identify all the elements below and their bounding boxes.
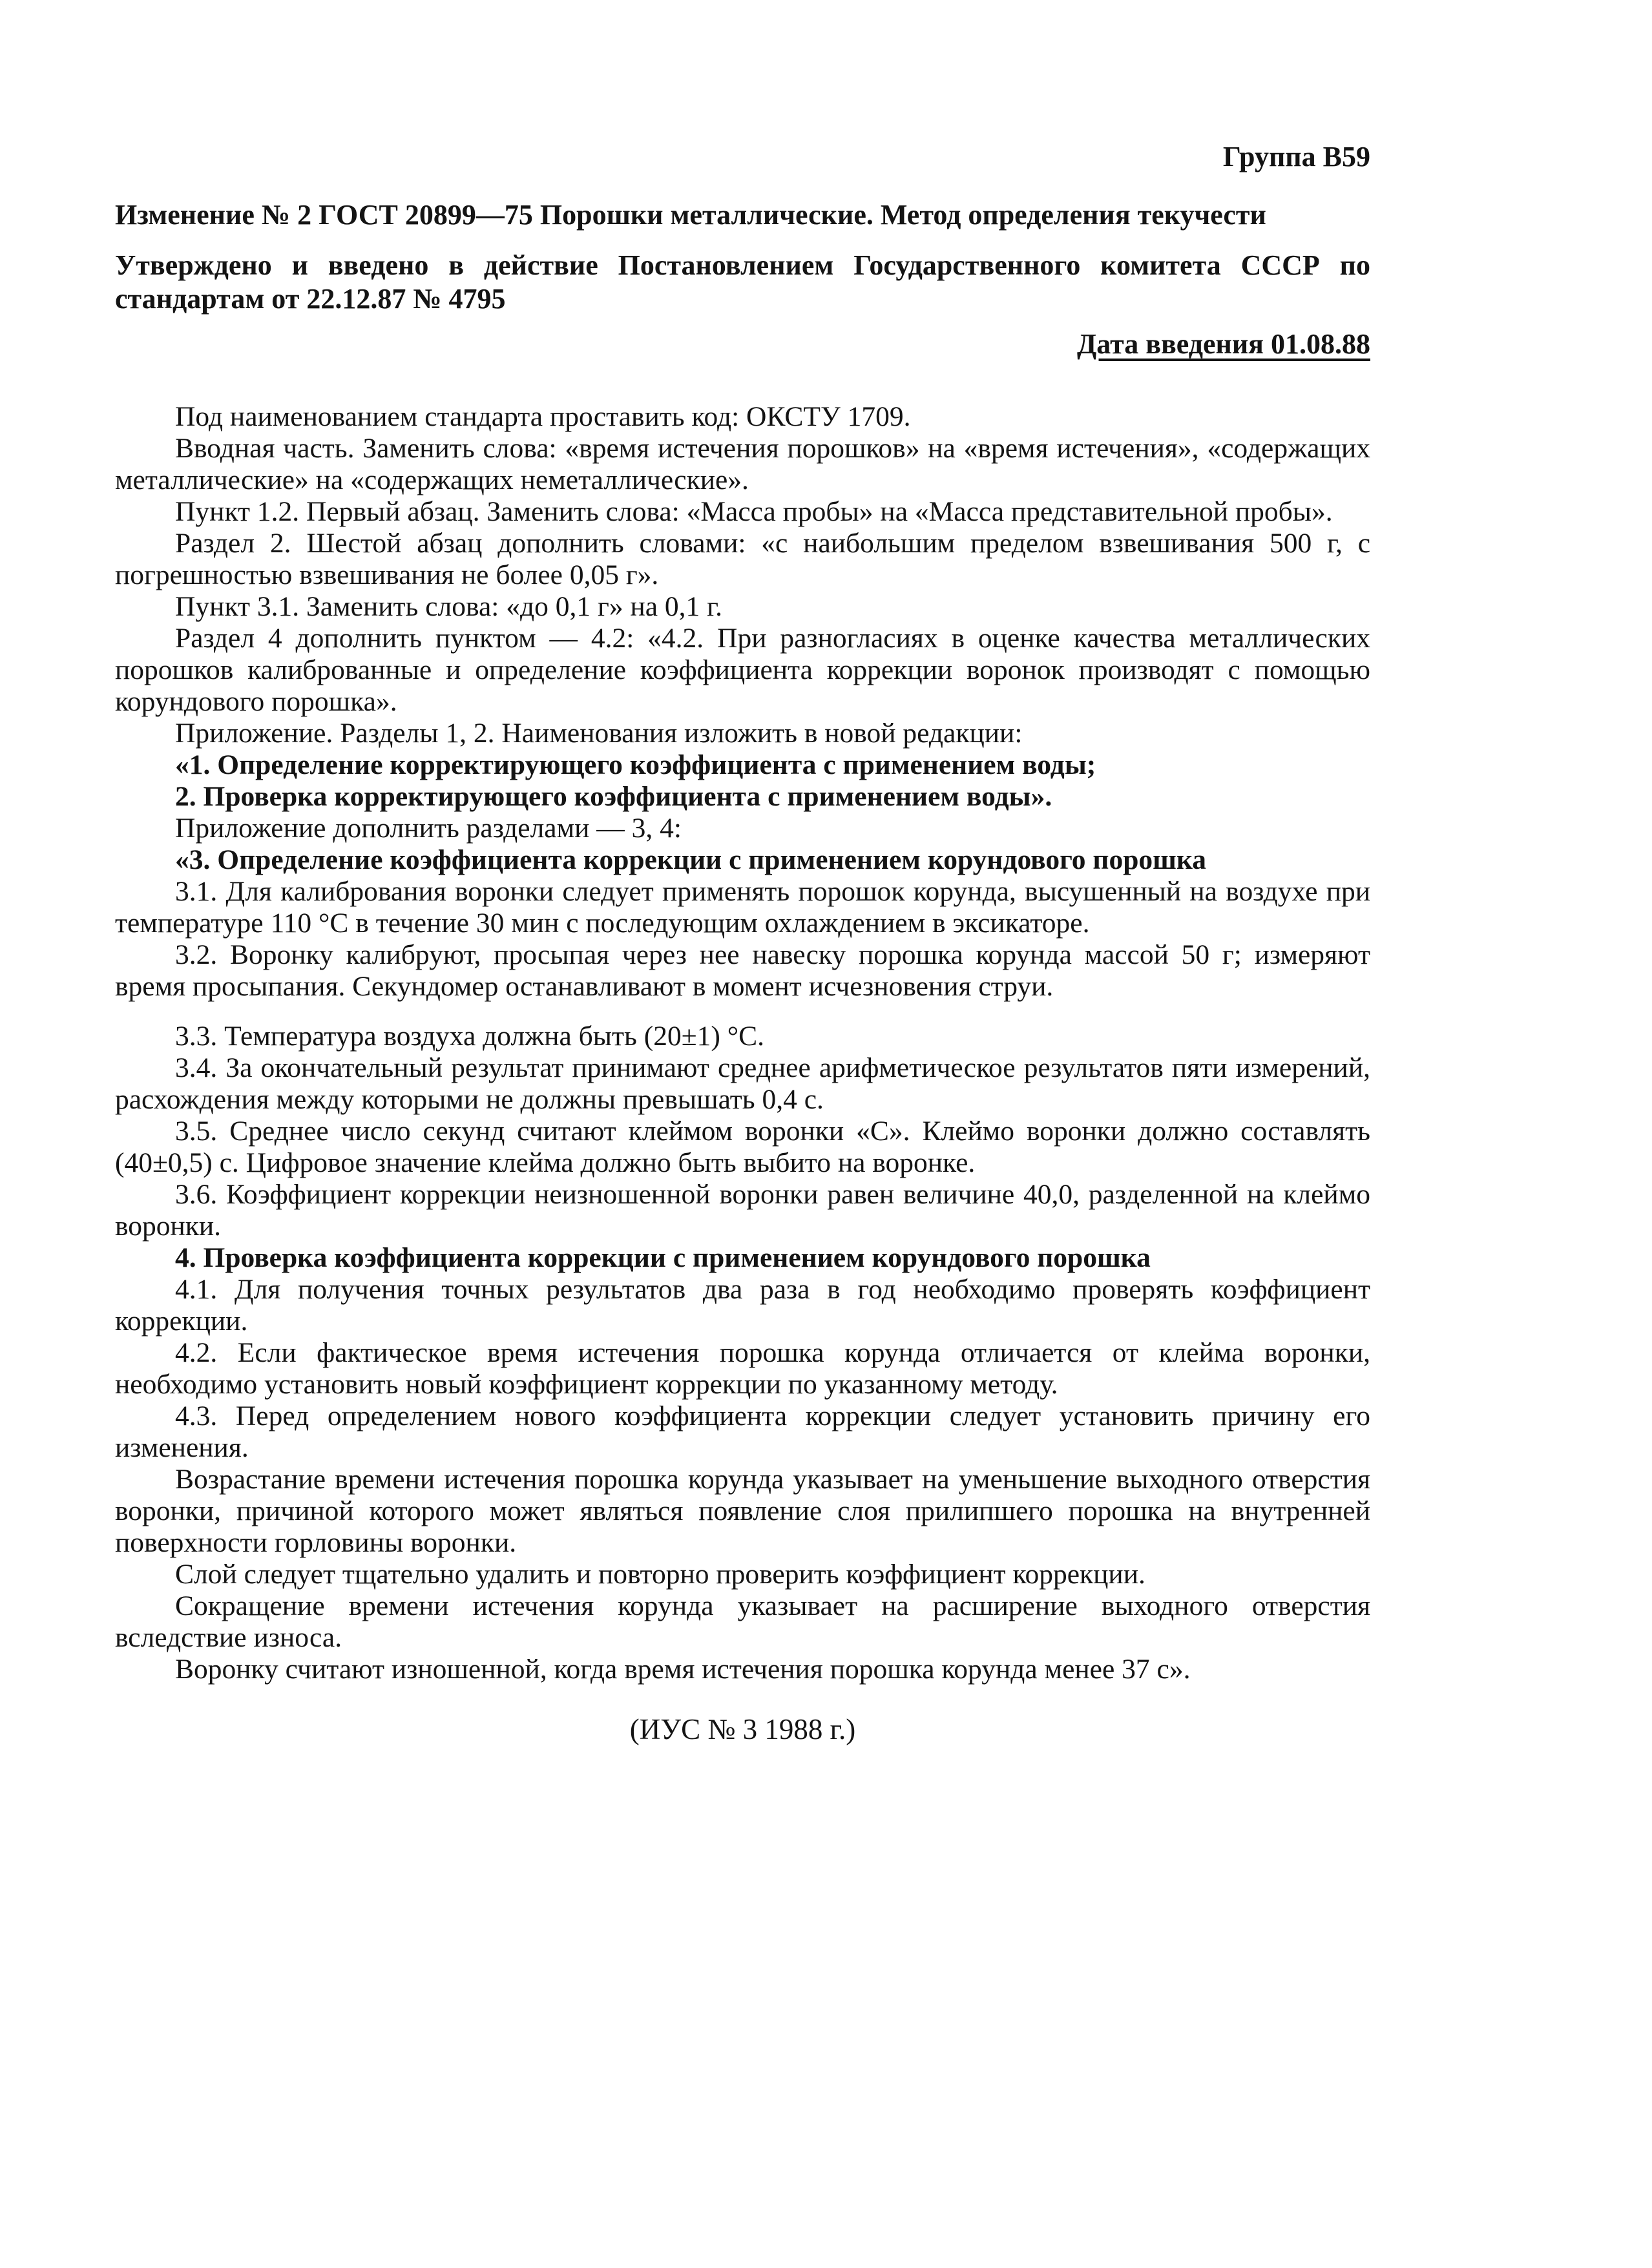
- ius-reference: (ИУС № 3 1988 г.): [629, 1713, 856, 1745]
- paragraph: 3.6. Коэффициент коррекции неизношенной воронки равен величине 40,0, разделенной на клеймо воронки.: [115, 1179, 1370, 1242]
- paragraph: 3.4. За окончательный результат принимают среднее арифметическое результатов пяти измерений, расхождения между которыми не должны превышать 0,4 с.: [115, 1052, 1370, 1115]
- paragraph: 4.2. Если фактическое время истечения порошка корунда отличается от клейма воронки, необходимо установить новый коэффициент коррекции по указанному методу.: [115, 1337, 1370, 1400]
- paragraph: 4.1. Для получения точных результатов два раза в год необходимо проверять коэффициент коррекции.: [115, 1274, 1370, 1337]
- paragraph: Раздел 4 дополнить пунктом — 4.2: «4.2. При разногласиях в оценке качества металлических порошков калиброванные и определение коэффициента коррекции воронок производят с помощью корундового порошка».: [115, 623, 1370, 717]
- paragraph: Под наименованием стандарта проставить код: ОКСТУ 1709.: [175, 401, 911, 432]
- amendment-body: [115, 401, 1370, 1685]
- paragraph: Слой следует тщательно удалить и повторно проверить коэффициент коррекции.: [175, 1559, 1145, 1590]
- paragraph: Раздел 2. Шестой абзац дополнить словами: «с наибольшим пределом взвешивания 500 г, с погрешностью взвешивания не более 0,05 г».: [115, 528, 1370, 590]
- introduction-date-text: Дата введения 01.08.88: [1076, 328, 1370, 360]
- paragraph: Вводная часть. Заменить слова: «время истечения порошков» на «время истечения», «содержащих металлические» на «содержащих неметаллические».: [115, 433, 1370, 495]
- document-page: [115, 139, 1370, 1747]
- approval-statement: Утверждено и введено в действие Постановлением Государственного комитета СССР по стандартам от 22.12.87 № 4795: [115, 249, 1370, 315]
- section-heading: 4. Проверка коэффициента коррекции с применением корундового порошка: [175, 1242, 1151, 1273]
- introduction-date: [115, 328, 1370, 361]
- paragraph: Возрастание времени истечения порошка корунда указывает на уменьшение выходного отверстия воронки, причиной которого может являться появление слоя прилипшего порошка на внутренней поверхности горловины воронки.: [115, 1464, 1370, 1558]
- paragraph: Приложение. Разделы 1, 2. Наименования изложить в новой редакции:: [175, 718, 1023, 749]
- paragraph: 3.3. Температура воздуха должна быть (20±1) °С.: [175, 1021, 765, 1052]
- amendment-title: Изменение № 2 ГОСТ 20899—75 Порошки металлические. Метод определения текучести: [115, 199, 1266, 231]
- paragraph: Воронку считают изношенной, когда время истечения порошка корунда менее 37 с».: [175, 1654, 1191, 1685]
- paragraph: 3.5. Среднее число секунд считают клеймом воронки «С». Клеймо воронки должно составлять (40±0,5) с. Цифровое значение клейма должно быть выбито на воронке.: [115, 1116, 1370, 1178]
- section-heading: «3. Определение коэффициента коррекции с применением корундового порошка: [175, 844, 1207, 875]
- paragraph: Сокращение времени истечения корунда указывает на расширение выходного отверстия вследствие износа.: [115, 1590, 1370, 1653]
- paragraph: Пункт 1.2. Первый абзац. Заменить слова: «Масса пробы» на «Масса представительной пробы».: [175, 496, 1333, 527]
- paragraph: Пункт 3.1. Заменить слова: «до 0,1 г» на 0,1 г.: [175, 591, 722, 622]
- paragraph: 3.1. Для калибрования воронки следует применять порошок корунда, высушенный на воздухе при температуре 110 °С в течение 30 мин с последующим охлаждением в эксикаторе.: [115, 876, 1370, 939]
- section-heading: «1. Определение корректирующего коэффициента с применением воды;: [175, 749, 1096, 780]
- paragraph: 3.2. Воронку калибруют, просыпая через нее навеску порошка корунда массой 50 г; измеряют время просыпания. Секундомер останавливают в момент исчезновения струи.: [115, 939, 1370, 1002]
- group-code: Группа В59: [1222, 141, 1370, 172]
- paragraph: 4.3. Перед определением нового коэффициента коррекции следует установить причину его изменения.: [115, 1400, 1370, 1463]
- paragraph: Приложение дополнить разделами — 3, 4:: [175, 813, 682, 844]
- section-heading: 2. Проверка корректирующего коэффициента с применением воды».: [175, 781, 1052, 812]
